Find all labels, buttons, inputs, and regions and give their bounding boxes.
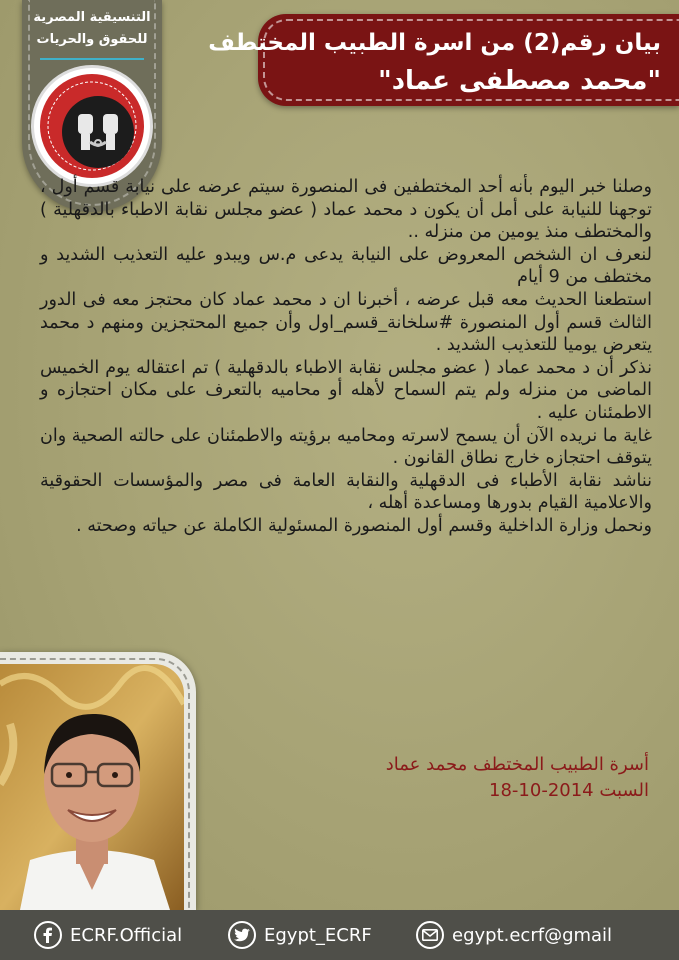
email-address: egypt.ecrf@gmail [452,924,613,946]
seal-text-ring-icon [40,74,144,178]
signature-block [289,752,649,804]
twitter-icon [228,921,256,949]
statement-body [40,176,652,538]
seal-core [62,96,134,168]
portrait-photo-frame [0,652,196,910]
logo-divider [40,58,144,60]
signature-date: السبت 2014-10-18 [489,780,649,801]
title-banner [208,14,679,106]
email-link[interactable] [416,920,612,950]
statement-title: بيان رقم(2) من اسرة الطبيب المختطف [208,30,661,56]
statement-paragraph: نذكر أن د محمد عماد ( عضو مجلس نقابة الاطباء بالدقهلية ) تم اعتقاله يوم الخميس الماضى من منزله ولم يتم السماح لأهله أو محاميه بالتعرف على مكان احتجازه و الاطمئنان عليه . [40,357,652,423]
facebook-handle: ECRF.Official [70,924,183,946]
footer-bar [0,910,679,960]
portrait-illustration-icon [0,664,184,910]
statement-paragraph: لنعرف ان الشخص المعروض على النيابة يدعى م.س ويبدو عليه التعذيب الشديد و مختطف من 9 أيام [40,244,652,288]
statement-paragraph: وصلنا خبر اليوم بأنه أحد المختطفين فى المنصورة سيتم عرضه على نيابة قسم أول ، توجهنا للنيابة على أمل أن يكون د محمد عماد ( عضو مجلس نقابة الاطباء بالدقهلية ) والمختطف منذ يومين من منزله .. [40,177,652,243]
seal-ring [40,74,144,178]
statement-subject-name: "محمد مصطفى عماد" [378,66,661,96]
facebook-link[interactable] [34,920,182,950]
organization-name-line2: للحقوق والحريات [36,32,148,47]
raised-fists-icon [62,96,134,168]
organization-name-line1: التنسيقية المصرية [33,10,151,25]
statement-paragraph: استطعنا الحديث معه قبل عرضه ، أخبرنا ان د محمد عماد كان محتجز معه فى الدور الثالث قسم أول المنصورة #سلخانة_قسم_اول وأن جميع المحتجزين ومنهم د محمد يتعرض يوميا للتعذيب الشديد . [40,289,652,356]
statement-paragraph: نناشد نقابة الأطباء فى الدقهلية والنقابة العامة فى مصر والمؤسسات الحقوقية والاعلامية القيام بدورها ومساعدة أهله ، [40,470,652,514]
portrait-photo [0,664,184,910]
statement-paragraph: غاية ما نريده الآن أن يسمح لاسرته ومحاميه برؤيته والاطمئنان على حالته الصحية وان يتوقف احتجازه خارج نطاق القانون . [40,425,652,469]
facebook-icon [34,921,62,949]
twitter-link[interactable] [228,920,372,950]
organization-seal [34,68,150,184]
email-icon [416,921,444,949]
twitter-handle: Egypt_ECRF [264,924,372,946]
signature-family: أسرة الطبيب المختطف محمد عماد [385,754,649,775]
statement-paragraph: ونحمل وزارة الداخلية وقسم أول المنصورة المسئولية الكاملة عن حياته وصحته . [76,515,652,536]
